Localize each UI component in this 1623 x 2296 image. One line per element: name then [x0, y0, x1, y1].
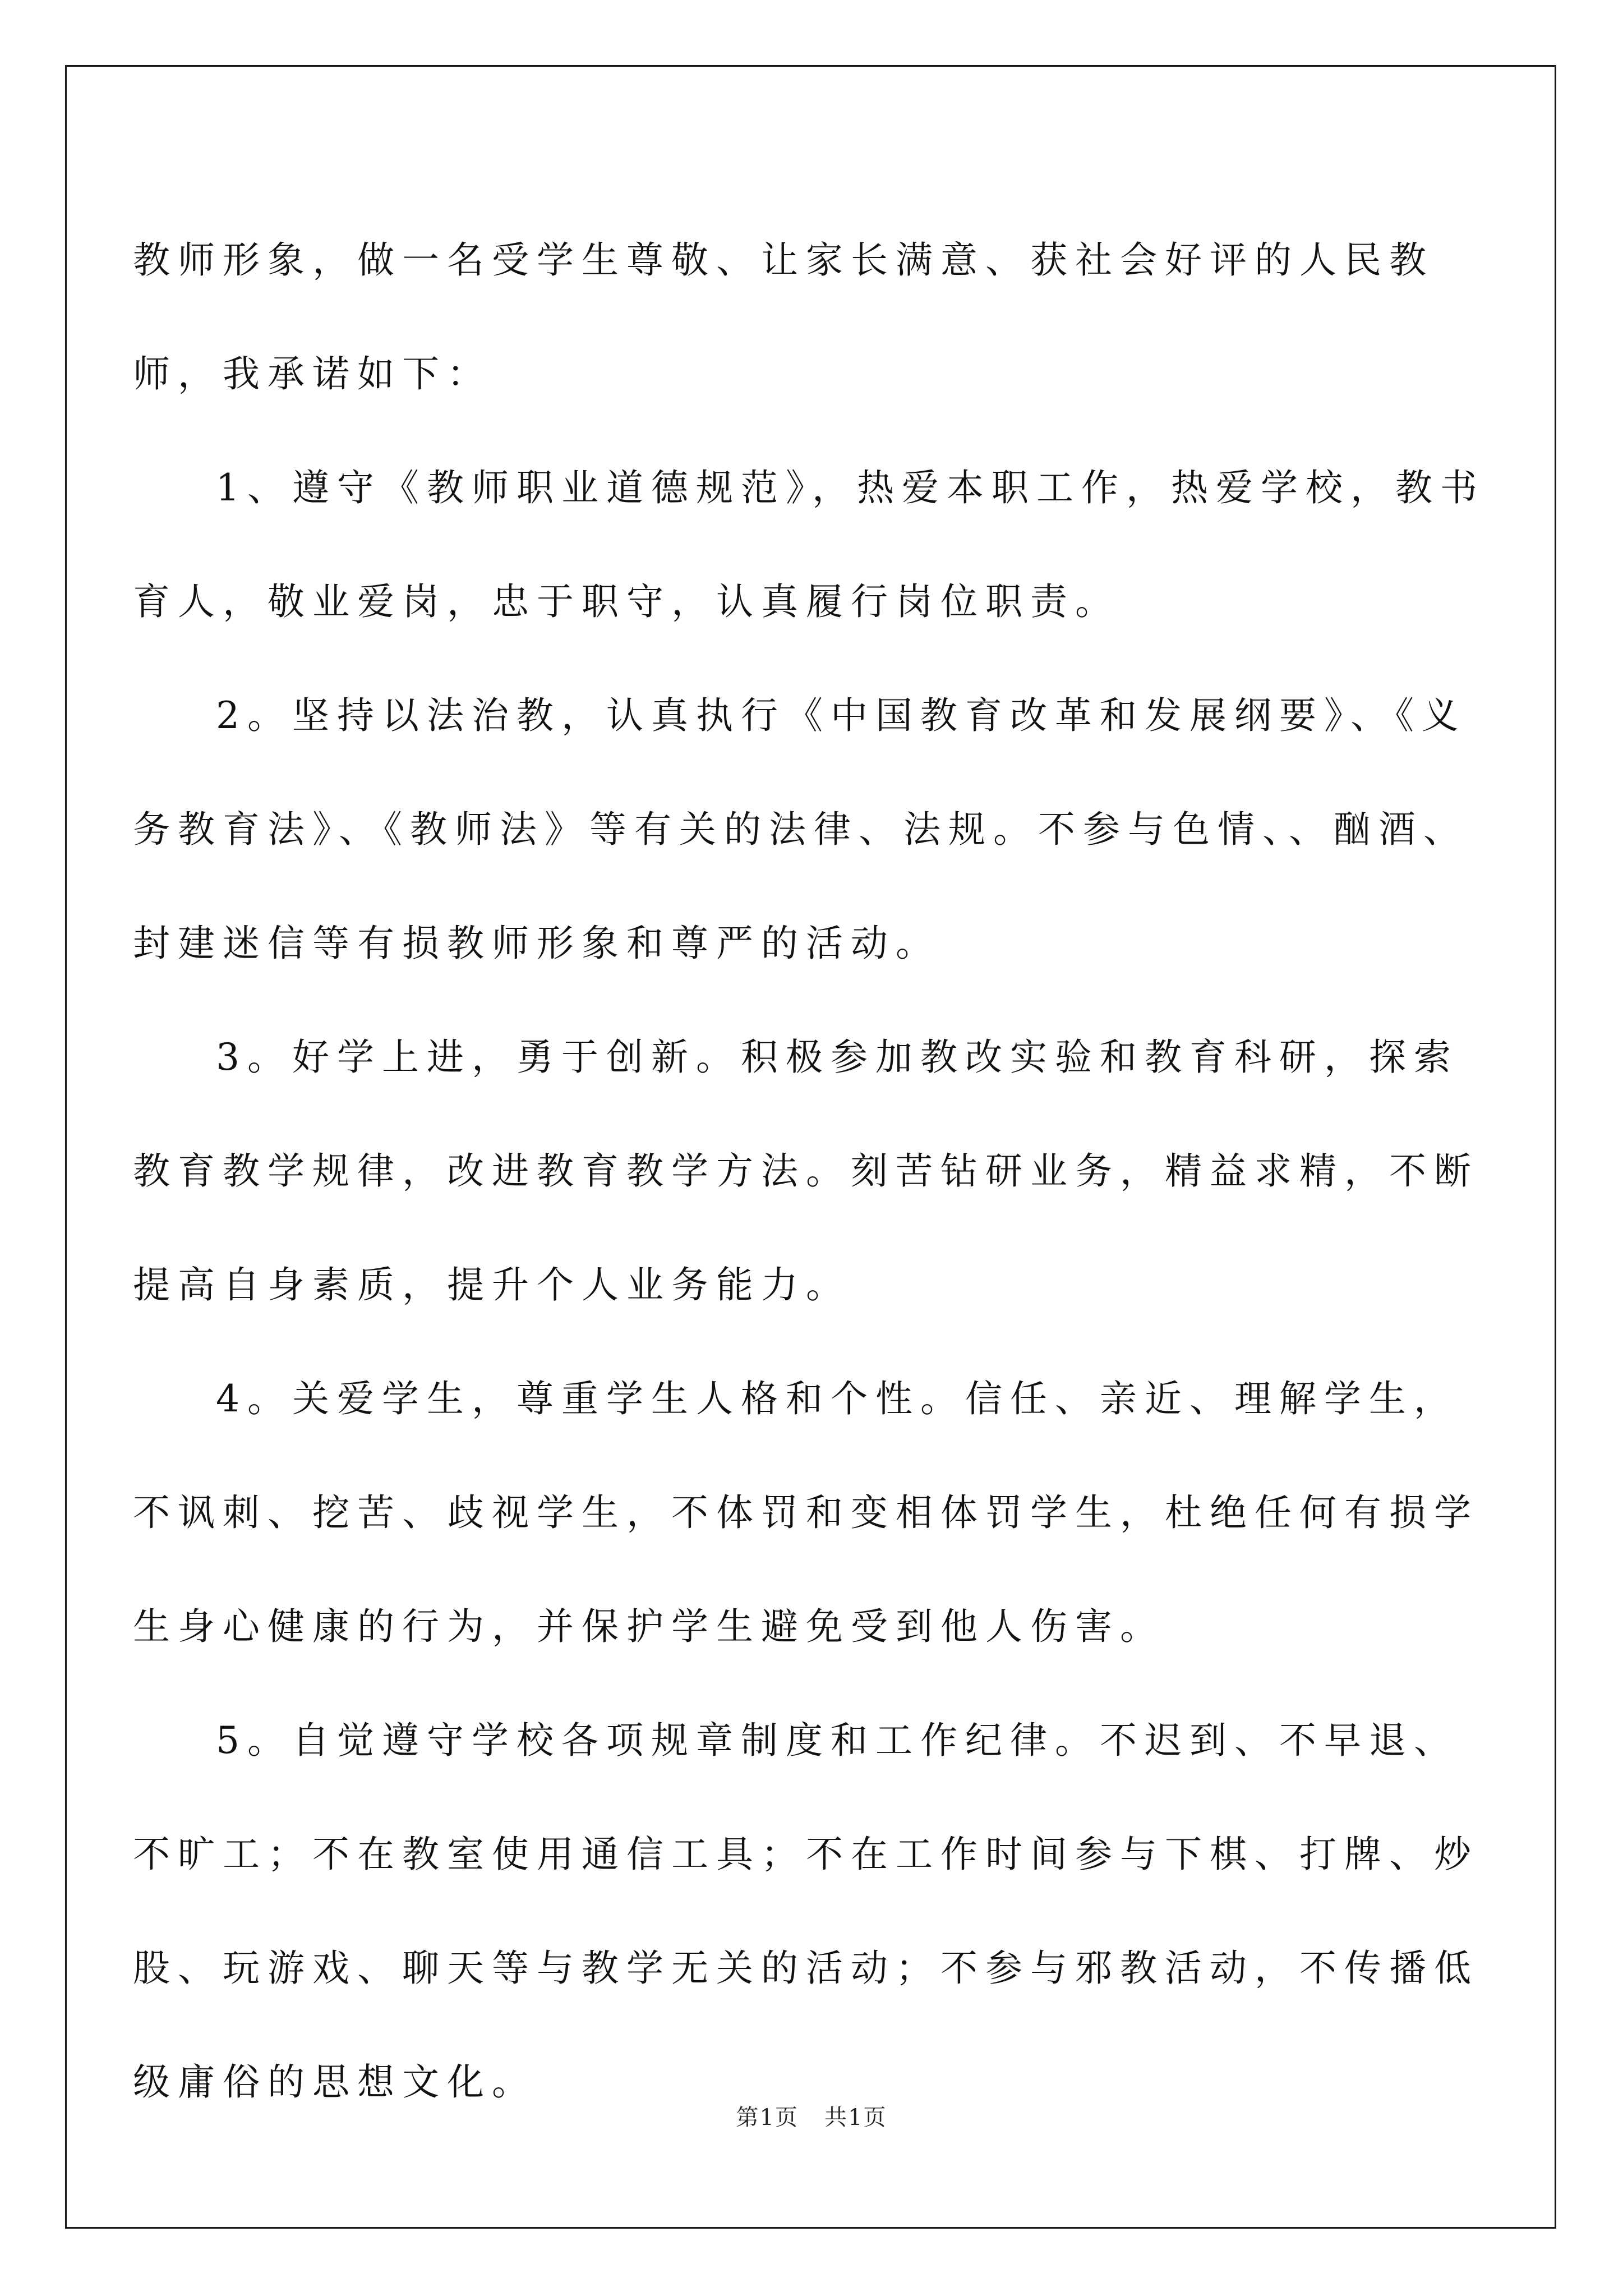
pledge-item-5: 5。自觉遵守学校各项规章制度和工作纪律。不迟到、不早退、不旷工；不在教室使用通信工具；不在工作时间参与下棋、打牌、炒股、玩游戏、聊天等与教学无关的活动；不参与邪教活动，不传播低级庸俗的思想文化。	[133, 1719, 1479, 2104]
pledge-item-3: 3。好学上进，勇于创新。积极参加教改实验和教育科研，探索教育教学规律，改进教育教学方法。刻苦钻研业务，精益求精，不断提高自身素质，提升个人业务能力。	[133, 1036, 1479, 1306]
pledge-item-2: 2。坚持以法治教，认真执行《中国教育改革和发展纲要》、《义务教育法》、《教师法》等有关的法律、法规。不参与色情、、酗酒、封建迷信等有损教师形象和尊严的活动。	[133, 694, 1468, 965]
page-number-total: 共1页	[824, 2105, 887, 2131]
page-footer	[0, 2100, 1623, 2132]
intro-paragraph: 教师形象，做一名受学生尊敬、让家长满意、获社会好评的人民教师，我承诺如下：	[133, 238, 1434, 395]
page-number-current: 第1页	[736, 2105, 799, 2131]
pledge-item-1: 1、遵守《教师职业道德规范》，热爱本职工作，热爱学校，教书育人，敬业爱岗，忠于职守，认真履行岗位职责。	[133, 466, 1485, 623]
pledge-item-4: 4。关爱学生，尊重学生人格和个性。信任、亲近、理解学生，不讽刺、挖苦、歧视学生，不体罚和变相体罚学生，杜绝任何有损学生身心健康的行为，并保护学生避免受到他人伤害。	[133, 1377, 1479, 1648]
document-body	[133, 203, 1490, 2139]
